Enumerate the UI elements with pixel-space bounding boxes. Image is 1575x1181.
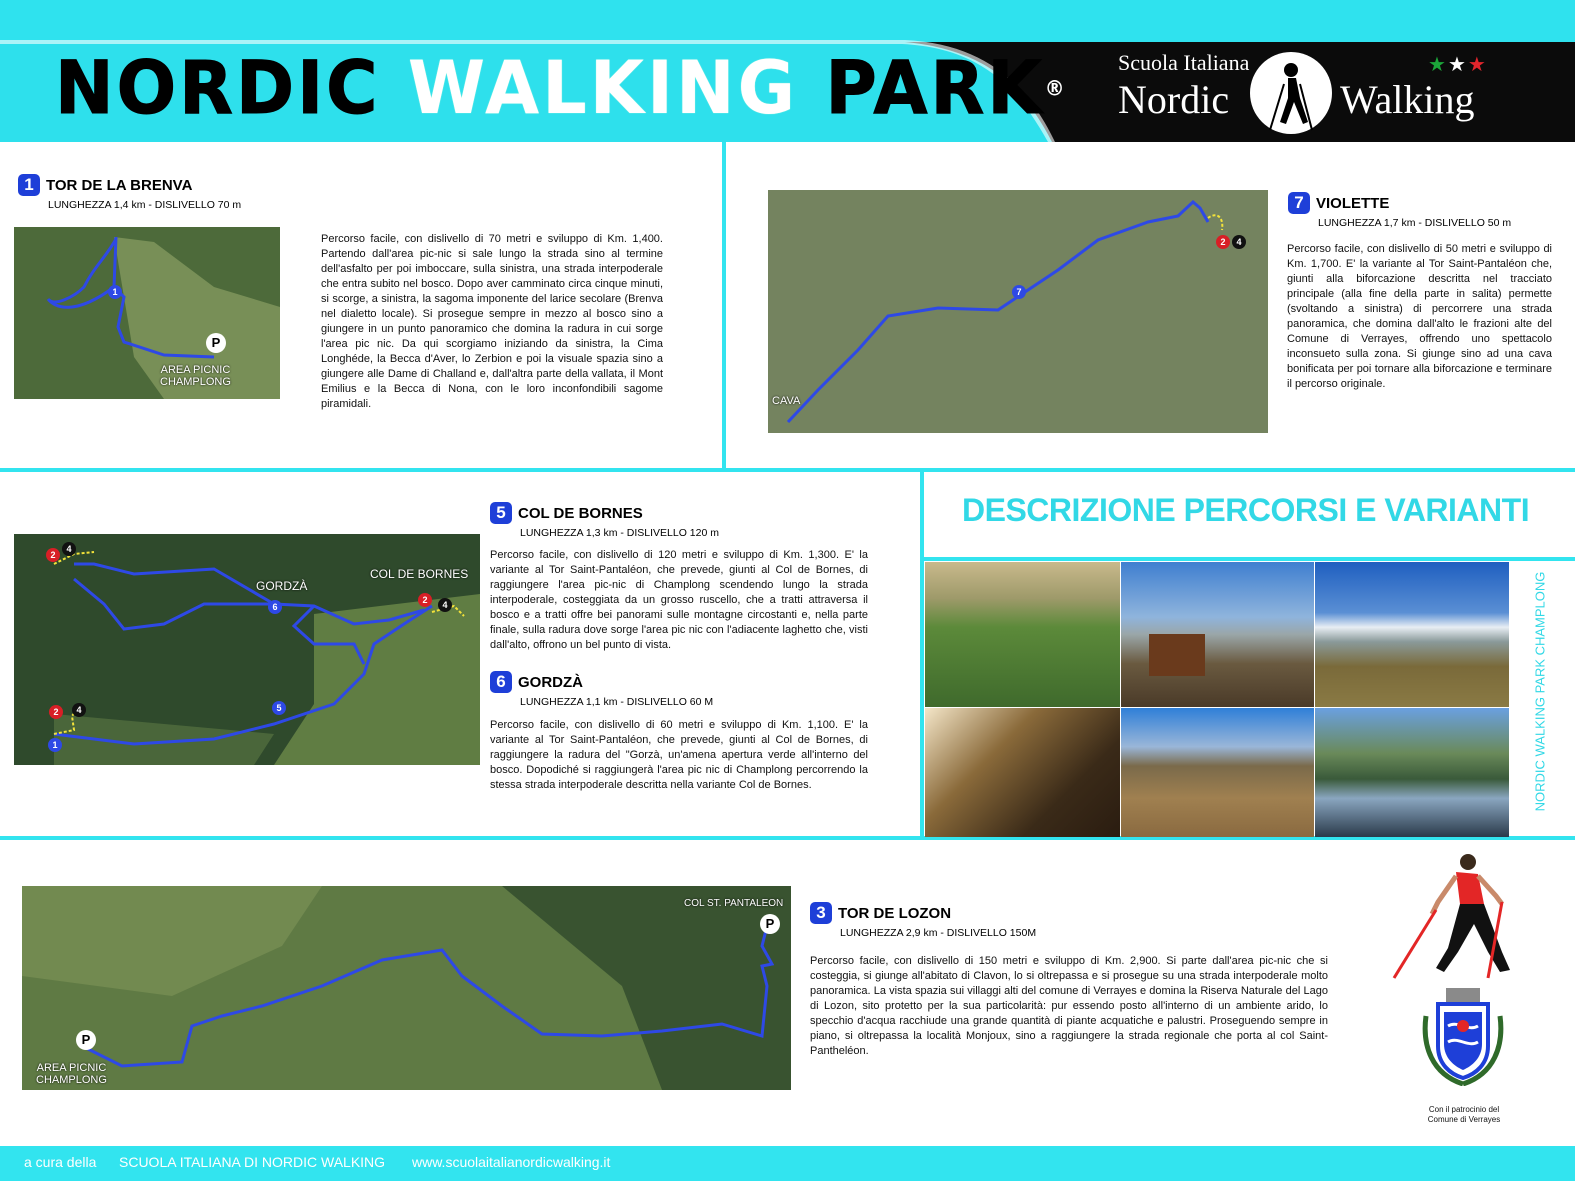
route-7-subtitle: LUNGHEZZA 1,7 km - DISLIVELLO 50 m — [1318, 217, 1512, 229]
snowy-peaks-photo — [1315, 562, 1509, 707]
route-number-badge: 7 — [1288, 192, 1310, 214]
route-7-map — [768, 190, 1268, 433]
logo-word-walking: Walking — [1340, 77, 1475, 122]
vertical-label-text: NORDIC WALKING PARK CHAMPLONG — [1532, 571, 1548, 812]
parking-pin-icon: P — [760, 914, 780, 934]
map-label-gordza: GORDZÀ — [256, 579, 308, 593]
sponsor-caption — [1404, 1105, 1524, 1125]
route-number-badge: 1 — [18, 174, 40, 196]
map-label-col-st-pantaleon: COL ST. PANTALEON — [684, 898, 784, 909]
route-number-badge: 5 — [490, 502, 512, 524]
walker-logo-icon — [1250, 52, 1332, 134]
route-5-description: Percorso facile, con dislivello di 120 metri e sviluppo di Km. 1,300. E' la variante al Tor Saint-Pantaléon, che prevede, giunti al Col de Bornes, di raggiungere l'area pic-nic di Champlong scendendo lungo la strada interpoderale, costeggiata da un grosso ruscello, che a tratti attraversa il bosco e a tratti offre bei panorami sulle montagne circostanti e, nella parte finale, sulla radura dove sorge l'area pic nic con l'adiacente laghetto che, visti dall'alto, offrono un bel punto di vista. — [490, 549, 868, 651]
parking-pin-icon: P — [76, 1030, 96, 1050]
divider-top-vertical — [722, 142, 726, 470]
route-6-title: GORDZÀ — [518, 674, 583, 691]
route-5-title: COL DE BORNES — [518, 505, 643, 522]
route-marker-1: 1 — [48, 738, 62, 752]
hikers-forest-photo — [925, 708, 1120, 837]
route-6-subtitle: LUNGHEZZA 1,1 km - DISLIVELLO 60 M — [520, 696, 714, 708]
title-nordic: NORDIC — [55, 44, 381, 132]
map-label-cava: CAVA — [772, 395, 801, 407]
divider-heading-underline — [924, 557, 1575, 561]
route-1-description: Percorso facile, con dislivello di 70 metri e sviluppo di Km. 1,400. Partendo dall'area pic-nic si sale lungo la strada sino al termine dell'asfalto per poi imboccare, sulla sinistra, una strada interpoderale che entra subito nel bosco. Dopo aver camminato circa cinque minuti, si scorge, a sinistra, la sagoma imponente del larice secolare (Brenva nel dialetto locale). Si prosegue sempre in mezzo al bosco sino a giungere in un punto panoramico che domina la radura in cui sorge l'area pic nic. Da qui scorgiamo iniziando da sinistra, la Cima Longhéde, la Becca d'Aver, lo Zerbion e poi la visuale spazia sino a giungere alle Dame di Challand e, dall'altra parte della vallata, il Mont Emilius e la Becca di Nona, con le loro inconfondibili sagome piramidali. — [321, 233, 663, 410]
route-marker-2: 2 — [46, 548, 60, 562]
nordic-walker-icon — [1392, 852, 1522, 982]
route-marker-4: 4 — [72, 703, 86, 717]
footer-prefix: a cura della — [24, 1154, 97, 1170]
landscape-photo — [925, 562, 1120, 707]
route-1-subtitle: LUNGHEZZA 1,4 km - DISLIVELLO 70 m — [48, 199, 242, 211]
route-1-map — [14, 227, 280, 399]
route-number-badge: 6 — [490, 671, 512, 693]
route-5-6-map — [14, 534, 480, 765]
divider-top-horizontal — [0, 468, 1575, 472]
lake-photo — [1315, 708, 1509, 837]
route-marker-2: 2 — [49, 705, 63, 719]
footer-bar — [0, 1146, 1575, 1181]
vertical-label — [1526, 568, 1554, 828]
logo-word-nordic: Nordic — [1118, 77, 1230, 122]
hikers-meadow-photo — [1121, 708, 1314, 837]
route-marker-1: 1 — [108, 285, 122, 299]
section-heading: DESCRIZIONE PERCORSI E VARIANTI — [962, 492, 1530, 528]
mountain-hut-photo — [1121, 562, 1314, 707]
route-3-title: TOR DE LOZON — [838, 905, 952, 922]
route-marker-4: 4 — [1232, 235, 1246, 249]
star-icon-red: ★ — [1467, 54, 1488, 76]
title-walking: WALKING — [407, 44, 799, 132]
route-5-header — [490, 502, 719, 539]
route-5-subtitle: LUNGHEZZA 1,3 km - DISLIVELLO 120 m — [520, 527, 719, 539]
route-marker-6: 6 — [268, 600, 282, 614]
route-marker-2: 2 — [1216, 235, 1230, 249]
route-marker-4: 4 — [438, 598, 452, 612]
route-number-badge: 3 — [810, 902, 832, 924]
route-1-title: TOR DE LA BRENVA — [46, 177, 193, 194]
star-icon-green: ★ — [1428, 54, 1448, 76]
coat-of-arms-icon — [1420, 986, 1506, 1086]
footer-organization: SCUOLA ITALIANA DI NORDIC WALKING — [119, 1154, 386, 1170]
route-7-description: Percorso facile, con dislivello di 50 metri e sviluppo di Km. 1,700. E' la variante al Tor Saint-Pantaléon che, giunti alla biforcazione descritta nel tracciato principale (alla fine della parte in salita) permette (svoltando a sinistra) di percorrere una strada panoramica, che domina dall'alto le frazioni alte del Comune di Verrayes, offrendo uno spettacolo inconsueto sulla zona. Si giunge sino ad una cava bonificata per poi tornare alla biforcazione e terminare il percorso originale. — [1287, 243, 1552, 390]
route-marker-7: 7 — [1012, 285, 1026, 299]
route-marker-5: 5 — [272, 701, 286, 715]
route-1-header — [18, 174, 241, 211]
map-label-col-de-bornes: COL DE BORNES — [370, 567, 469, 581]
logo-school-name: Scuola Italiana — [1118, 50, 1250, 75]
registered-mark: ® — [1044, 75, 1068, 101]
map-label-area-picnic: AREA PICNIC CHAMPLONG — [160, 364, 231, 388]
main-title — [55, 46, 1068, 130]
route-6-description: Percorso facile, con dislivello di 60 metri e sviluppo di Km. 1,100. E' la variante al Tor Saint-Pantaléon, che prevede, giunti al Col de Bornes, di raggiungere la radura del "Gorzà, un'amena apertura verde all'interno del bosco. Dopodiché si raggiungerà l'area pic nic di Champlong percorrendo la stessa strada interpoderale descritta nella variante Col de Bornes. — [490, 719, 868, 791]
route-7-title: VIOLETTE — [1316, 195, 1390, 212]
title-park: PARK — [825, 44, 1045, 132]
route-7-header — [1288, 192, 1511, 229]
italian-stars — [1428, 52, 1488, 77]
route-6-header — [490, 671, 713, 708]
star-icon-white: ★ — [1447, 54, 1468, 76]
footer-website-link[interactable]: www.scuolaitalianordicwalking.it — [412, 1154, 611, 1170]
sponsor-line-2: Comune di Verrayes — [1427, 1115, 1501, 1124]
route-marker-2: 2 — [418, 593, 432, 607]
route-3-header — [810, 902, 1036, 939]
parking-pin-icon: P — [206, 333, 226, 353]
sponsor-line-1: Con il patrocinio del — [1428, 1105, 1500, 1114]
route-3-subtitle: LUNGHEZZA 2,9 km - DISLIVELLO 150M — [840, 927, 1037, 939]
hut-shape — [1149, 634, 1205, 676]
route-marker-4: 4 — [62, 542, 76, 556]
route-3-map — [22, 886, 791, 1090]
map-label-area-picnic: AREA PICNIC CHAMPLONG — [36, 1062, 107, 1086]
divider-middle-vertical — [920, 470, 924, 838]
route-3-description: Percorso facile, con dislivello di 150 metri e sviluppo di Km. 2,900. Si parte dall'area pic-nic che si costeggia, si giunge all'abitato di Clavon, lo si oltrepassa e si prosegue su una strada interpoderale molto panoramica. La vista spazia sui villaggi alti del comune di Verrayes e domina la Riserva Naturale del Lago di Lozon, sito protetto per la sua particolarità: pur essendo posto all'interno di un ambiente arido, lo specchio d'acqua racchiude una grande quantità di piante acquatiche e palustri. Proseguendo sempre in piano, si oltrepassa la località Monjoux, sino a raggiungere la strada regionale che porta al col Saint-Pantheléon. — [810, 955, 1328, 1057]
